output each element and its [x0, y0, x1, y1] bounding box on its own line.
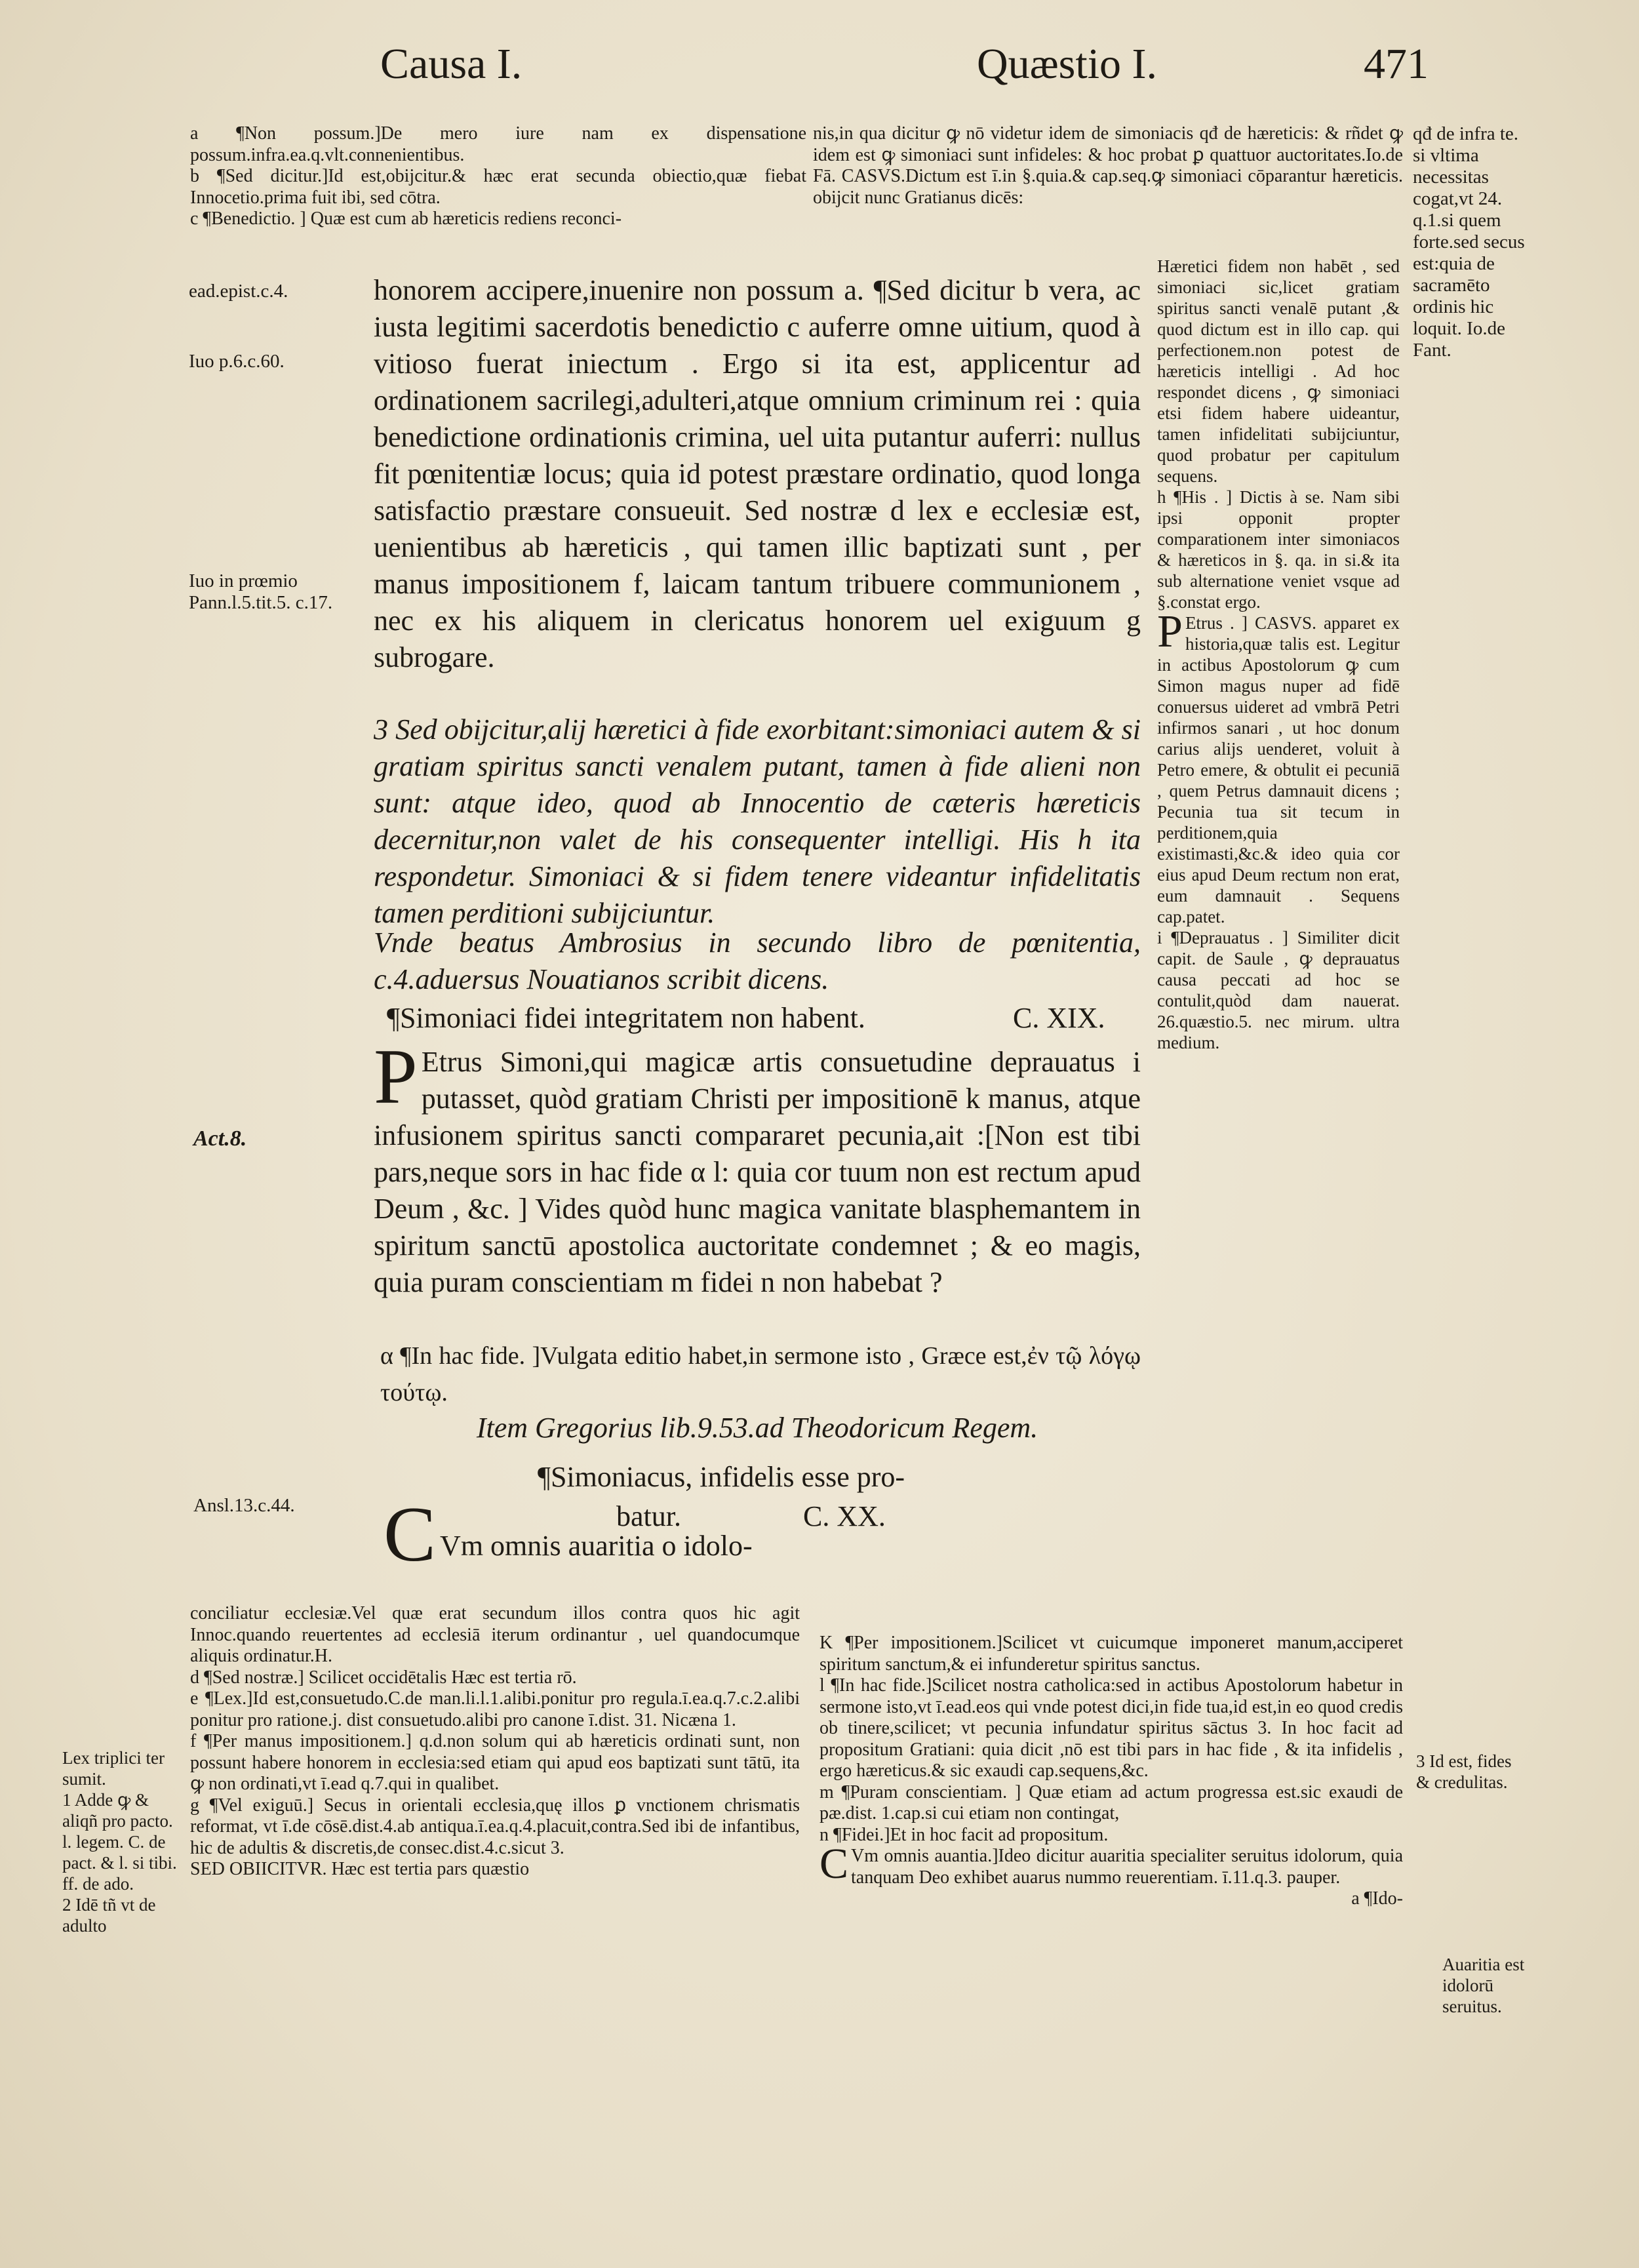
main-paragraph-1: honorem accipere,inuenire non possum a. ¶Sed dicitur b vera, ac iusta legitimi sacerdotis benedictio c auferre omne uitium, quod à vitioso fuerat iniectum . Ergo si ita est, applicentur ad ordinationem sacrilegi,adulteri,atque omnium criminum rei : quia benedictione ordinationis crimina, uel uita putantur auferri: nullus fit pœnitentiæ locus; quia id potest præstare ordinatio, quod longa satisfactio præstare consueuit. Sed nostræ d lex e ecclesiæ est, uenientibus ab hæreticis , qui tamen illic baptizati sunt , per manus impositionem f, laicam tantum tribuere communionem , nec ex his aliquem in clericatus honorem uel exiguum g subrogare.: [374, 274, 1141, 673]
margin-adde: 1 Adde ꝙ & aliqñ pro pacto. l. legem. C. de pact. & l. si tibi. ff. de ado.: [62, 1790, 177, 1894]
drop-cap-c: C: [384, 1490, 437, 1578]
margin-auaritia: Auaritia est idolorū seruitus.: [1442, 1955, 1525, 2016]
rubric-c19: ¶Simoniaci fidei integritatem non habent.: [387, 1002, 865, 1034]
canon-c19-body: Etrus Simoni,qui magicæ artis consuetudine deprauatus i putasset, quòd gratiam Christi per impositionē k manus, atque infusionem spiritus sancti compararet pecunia,ait :[Non est tibi pars,neque sors in hac fide α l: quia cor tuum non est rectum apud Deum , &c. ] Vides quòd hunc magica vanitate blasphemantem in spiritum sanctū apostolica auctoritate condemnet ; & eo magis, quia puram conscientiam m fidei n non habebat ?: [374, 1046, 1141, 1298]
margin-ref-acts: Act.8.: [193, 1126, 247, 1151]
running-head-causa: Causa I.: [380, 40, 523, 88]
margin-ref-anselm: Ansl.13.c.44.: [193, 1495, 295, 1516]
gloss-note-d: d ¶Sed nostræ.] Scilicet occidētalis Hæc est tertia rō.: [190, 1667, 577, 1688]
margin-ref-epist: ead.epist.c.4.: [189, 281, 288, 302]
gloss-sed-obiicitur: SED OBIICITVR. Hæc est tertia pars quæstio: [190, 1859, 530, 1879]
rubric-c20-line2: batur.: [616, 1500, 681, 1532]
gloss-top-middle: nis,in qua dicitur ꝙ nō videtur idem de simoniacis qđ de hæreticis: & rñdet ꝙ idem est ꝙ simoniaci sunt infideles: & hoc probat ꝑ quattuor auctoritates.Io.de Fā. CASVS.Dictum est ī.in §.quia.& cap.seq.ꝙ simoniaci cōparantur hæreticis. obijcit nunc Gratianus dicēs:: [813, 123, 1403, 208]
running-head-quaestio: Quæstio I.: [977, 40, 1158, 88]
margin-credulitas: 3 Id est, fides & credulitas.: [1416, 1751, 1512, 1792]
ambrose-intro: Vnde beatus Ambrosius in secundo libro de pœnitentia, c.4.aduersus Nouatianos scribit dicens.: [374, 926, 1141, 995]
gloss-note-g: g ¶Vel exiguū.] Secus in orientali ecclesia,quę illos ꝑ vnctionem chrismatis reformat, vt ī.de cōsē.dist.4.ab antiqua.ī.ea.q.4.placuit,contra.Sed ibi de infantibus, hic de adultis & discretis,de consec.dist.4.c.sicut 3.: [190, 1795, 800, 1858]
rubric-c19-number: C. XIX.: [1013, 1002, 1105, 1034]
objection-paragraph: 3 Sed obijcitur,alij hæretici à fide exorbitant:simoniaci autem & si gratiam spiritus sancti venalem putant, tamen à fide alieni non sunt: atque ideo, quod ab Innocentio de cæteris hæreticis decernitur,non valet de his consequenter intelligi. His h ita respondetur. Simoniaci & si fidem tenere videantur infidelitatis tamen perditioni subijciuntur.: [374, 713, 1141, 929]
gloss-note-o-text: Vm omnis auantia.]Ideo dicitur auaritia specialiter seruitus idolorum, quia tanquam Deo exhibet auarus nummo reuerentiam. ī.11.q.3. pauper.: [851, 1846, 1403, 1888]
gloss-note-b: b ¶Sed dicitur.]Id est,obijcitur.& hæc erat secunda obiectio,quæ fiebat Innocetio.prima fuit ibi, sed cōtra.: [190, 166, 806, 208]
gloss-top-left: [190, 123, 806, 230]
gloss-right-column: [1157, 256, 1400, 1053]
margin-ref-iuo: Iuo p.6.c.60.: [189, 351, 285, 372]
rubric-c20-line1: ¶Simoniacus, infidelis esse pro-: [538, 1461, 905, 1493]
page-number: 471: [1364, 40, 1429, 88]
gloss-note-k: K ¶Per impositionem.]Scilicet vt cuicumque imponeret manum,acciperet spiritum sanctum,& ei infunderetur spiritus sanctus.: [820, 1633, 1403, 1675]
margin-ref-iuo-pannormia: Iuo in prœmio Pann.l.5.tit.5. c.17.: [189, 570, 333, 613]
rubric-c20-number: C. XX.: [803, 1500, 886, 1532]
gloss-note-o: [820, 1840, 1403, 1888]
gloss-bottom-left-0: conciliatur ecclesiæ.Vel quæ erat secundum illos contra quos hic agit Innoc.quando reuertentes ad ecclesiā iterum ordinantur , uel quandocumque aliquis ordinatur.H.: [190, 1603, 800, 1666]
gloss-right-note-h: h ¶His . ] Dictis à se. Nam sibi ipsi opponit propter comparationem inter simoniacos & hæreticos in §. qa. in si.& ita sub alternatione veniet vsque ad §.constat ergo.: [1157, 487, 1400, 612]
note-alpha-vulgate: α ¶In hac fide. ]Vulgata editio habet,in sermone isto , Græce est,ἐν τῷ λόγῳ τούτῳ.: [380, 1342, 1141, 1406]
gloss-catchword: a ¶Ido-: [1351, 1888, 1403, 1909]
drop-cap-p: P: [374, 1033, 418, 1120]
gloss-note-a: a ¶Non possum.]De mero iure nam ex dispensatione possum.infra.ea.q.vlt.connenientibus.: [190, 123, 806, 165]
canon-c20-body: Vm omnis auaritia o idolo-: [440, 1530, 753, 1562]
gloss-note-c: c ¶Benedictio. ] Quæ est cum ab hæreticis rediens reconci-: [190, 209, 622, 229]
gloss-right-casus-text: Etrus . ] CASVS. apparet ex historia,quæ talis est. Legitur in actibus Apostolorum ꝙ cum Simon magus nuper ad fidē conuersus uideret ad vmbrā Petri infirmos sanari , ut hoc donum carius alijs uenderet, voluit à Petro emere, & obtulit ei pecuniā , quem Petrus damnauit dicens ; Pecunia tua sit tecum in perditionem,quia existimasti,&c.& ideo quia cor eius apud Deum rectum non erat, eum damnauit . Sequens cap.patet.: [1157, 613, 1400, 926]
margin-bottom-left: [62, 1747, 180, 1936]
gregory-intro: Item Gregorius lib.9.53.ad Theodoricum Regem.: [476, 1412, 1038, 1444]
margin-idem: 2 Idē tñ vt de adulto: [62, 1895, 156, 1936]
gloss-right-casus: [1157, 607, 1400, 927]
gloss-bottom-left: [190, 1603, 800, 1880]
canon-c19-text: [374, 1033, 1141, 1301]
gloss-bottom-right: [820, 1633, 1403, 1910]
gloss-note-l: l ¶In hac fide.]Scilicet nostra catholica:sed in actibus Apostolorum habetur in sermone isto,vt ī.ead.eos qui vnde potest dici,in fide tua,id est,in eo quod credis ob tinere,scilicet; vt pecunia infundatur spiritus sāctus 3. In hoc facit ad propositum Gratiani: quia dicit ,nō est tibi pars in hac fide , & ita infidelis , ergo hæreticus.& sic exaudi cap.sequens,&c.: [820, 1675, 1403, 1781]
gloss-note-n: n ¶Fidei.]Et in hoc facit ad propositum.: [820, 1824, 1109, 1845]
gloss-drop-cap-p: P: [1157, 607, 1183, 657]
gloss-drop-cap-c: C: [820, 1840, 849, 1888]
gloss-note-m: m ¶Puram conscientiam. ] Quæ etiam ad actum progressa est.sic exaudi de pæ.dist. 1.cap.si cui etiam non contingat,: [820, 1781, 1403, 1823]
canon-c20-start: [384, 1490, 803, 1578]
gloss-note-f: f ¶Per manus impositionem.] q.d.non solum qui ab hæreticis ordinati sunt, non possunt habere honorem in ecclesia:sed etiam qui apud eos baptizati sunt tātū, ita ꝙ non ordinati,vt ī.ead q.7.qui in qualibet.: [190, 1731, 800, 1794]
margin-gloss-top-right: qđ de infra te. si vltima necessitas cogat,vt 24. q.1.si quem forte.sed secus est:quia de sacramēto ordinis hic loquit. Io.de Fant.: [1413, 123, 1525, 361]
gloss-right-haeretici: Hæretici fidem non habēt , sed simoniaci sic,licet gratiam spiritus sancti venalē putant ,& quod dictum est in illo cap. qui perfectionem.non potest de hæreticis intelligi . Ad hoc respondet dicens , ꝙ simoniaci etsi fidem habere uideantur, tamen infidelitati subijciuntur, quod probatur per capitulum sequens.: [1157, 256, 1400, 486]
gloss-right-note-i: i ¶Deprauatus . ] Similiter dicit capit. de Saule , ꝙ deprauatus causa peccati ad hoc se contulit,quòd dam nauerat. 26.quæstio.5. nec mirum. ultra medium.: [1157, 928, 1400, 1052]
gloss-note-e: e ¶Lex.]Id est,consuetudo.C.de man.li.l.1.alibi.ponitur pro regula.ī.ea.q.7.c.2.alibi ponitur pro ratione.j. dist consuetudo.alibi pro canone ī.dist. 31. Nicæna 1.: [190, 1688, 800, 1730]
margin-lex-triplex: Lex triplici ter sumit.: [62, 1748, 165, 1789]
